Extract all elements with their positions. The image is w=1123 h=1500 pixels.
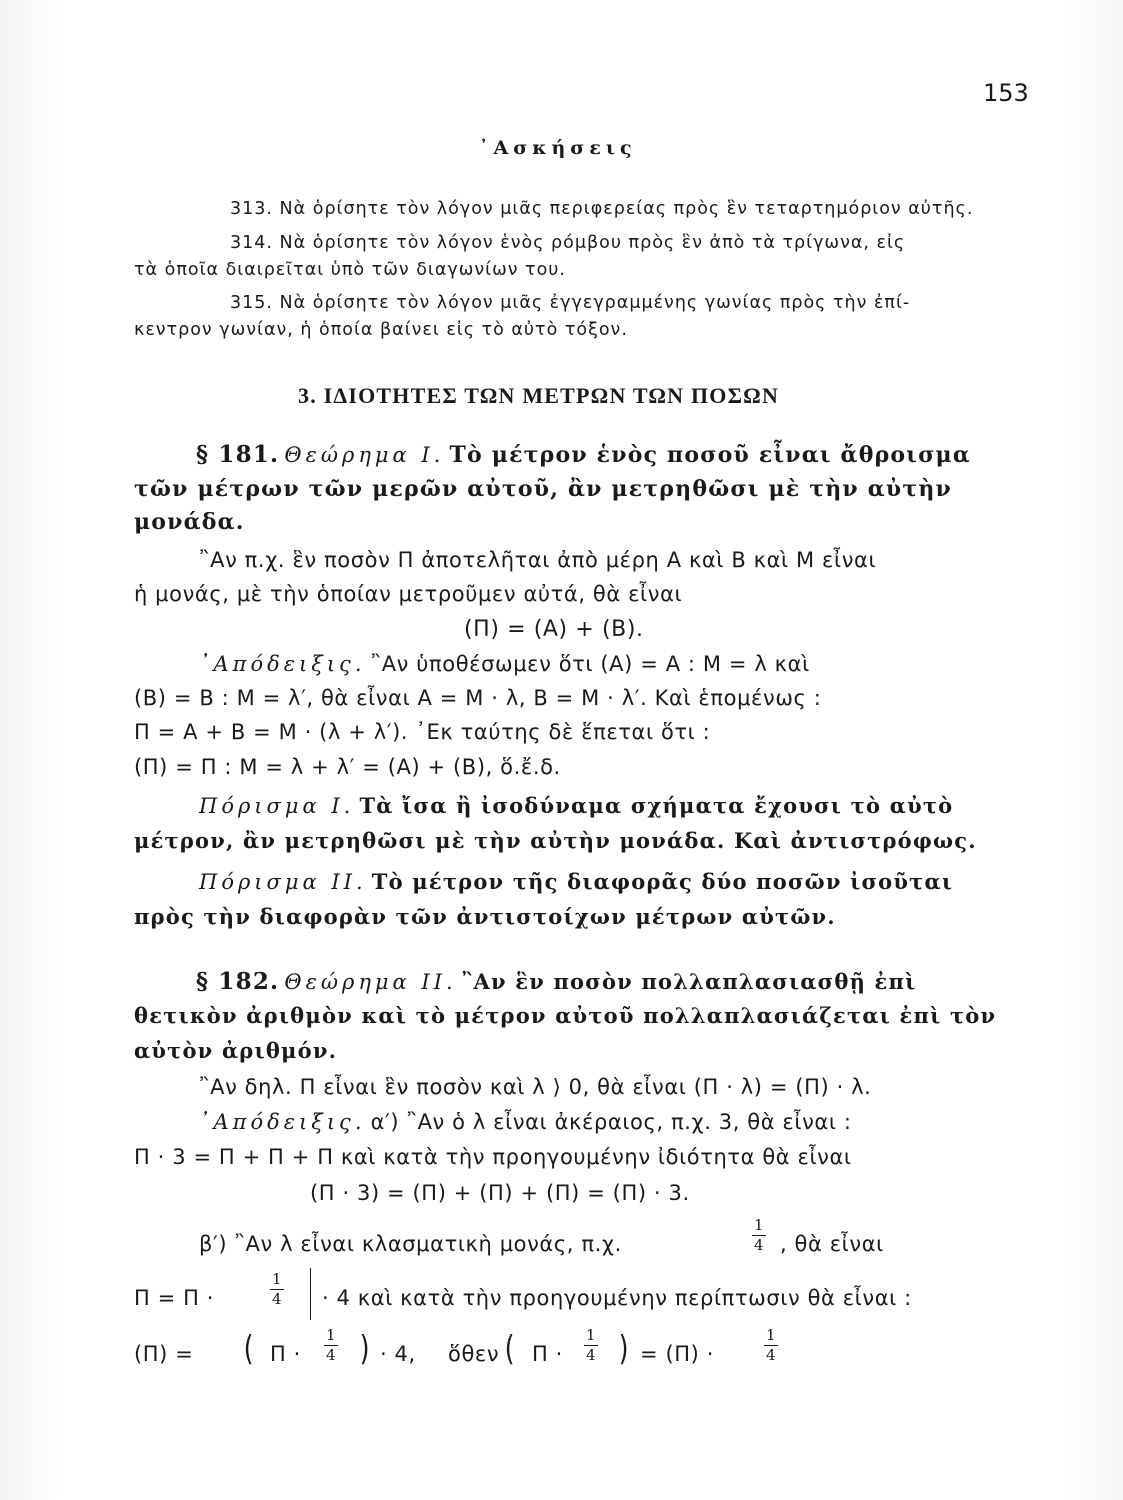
final-term-1: Π · xyxy=(270,1342,301,1366)
fraction-one-quarter: 1 4 xyxy=(326,1326,336,1365)
theorem-label: Θεώρημα ΙΙ. xyxy=(284,970,457,994)
statement-line: ῍Αν δηλ. Π εἶναι ἓν ποσὸν καὶ λ ⟩ 0, θὰ εἶναι (Π · λ) = (Π) · λ. xyxy=(199,1075,872,1099)
corollary-2-cont: πρὸς τὴν διαφορὰν τῶν ἀντιστοίχων μέτρων αὐτῶν. xyxy=(134,904,836,929)
section-title: 3. ΙΔΙΟΤΗΤΕΣ ΤΩΝ ΜΕΤΡΩΝ ΤΩΝ ΠΟΣΩΝ xyxy=(298,383,780,408)
corollary-label: Πόρισμα Ι. xyxy=(199,794,355,818)
proof-label: ᾿Απόδειξις. xyxy=(199,652,366,676)
paren-open: ( xyxy=(504,1329,515,1369)
theorem-181-title-2: τῶν μέτρων τῶν μερῶν αὐτοῦ, ἂν μετρηθῶσι μὲ τὴν αὐτὴν xyxy=(134,476,952,502)
formula-triple: (Π · 3) = (Π) + (Π) + (Π) = (Π) · 3. xyxy=(310,1181,690,1205)
final-hothen: ὅθεν xyxy=(448,1342,500,1366)
example-line-1: ῍Αν π.χ. ἓν ποσὸν Π ἀποτελῆται ἀπὸ μέρη Α καὶ Β καὶ Μ εἶναι xyxy=(199,548,877,572)
final-left: (Π) = xyxy=(134,1342,194,1366)
page-number: 153 xyxy=(983,79,1029,107)
exercise-315: 315. Νὰ ὁρίσητε τὸν λόγον μιᾶς ἐγγεγραμμένης γωνίας πρὸς τὴν ἐπί- xyxy=(230,293,911,313)
formula-sum: (Π) = (Α) + (Β). xyxy=(464,617,644,642)
final-term-2: Π · xyxy=(532,1342,563,1366)
exercise-314-cont: τὰ ὁποῖα διαιρεῖται ὑπὸ τῶν διαγωνίων του. xyxy=(134,260,566,280)
proof-182-line-2: Π · 3 = Π + Π + Π καὶ κατὰ τὴν προηγουμένην ἰδιότητα θὰ εἶναι xyxy=(134,1145,852,1169)
fraction-one-quarter: 1 4 xyxy=(586,1326,596,1365)
theorem-label: Θεώρημα Ι. xyxy=(284,443,445,467)
eq-line-suffix: · 4 καὶ κατὰ τὴν προηγουμένην περίπτωσιν θὰ εἶναι : xyxy=(322,1286,912,1310)
theorem-181-title-3: μονάδα. xyxy=(134,509,245,535)
paren-open: ( xyxy=(243,1329,254,1369)
proof-181-line-1: ᾿Απόδειξις. ῍Αν ὑποθέσωμεν ὅτι (Α) = Α : Μ = λ καὶ xyxy=(199,652,810,676)
exercise-313: 313. Νὰ ὁρίσητε τὸν λόγον μιᾶς περιφερείας πρὸς ἓν τεταρτημόριον αὐτῆς. xyxy=(230,199,974,219)
proof-182-line-1: ᾿Απόδειξις. α′) ῍Αν ὁ λ εἶναι ἀκέραιος, π.χ. 3, θὰ εἶναι : xyxy=(199,1110,852,1134)
theorem-181-head xyxy=(196,443,971,466)
theorem-182-title-2: θετικὸν ἀριθμὸν καὶ τὸ μέτρον αὐτοῦ πολλαπλασιάζεται ἐπὶ τὸν xyxy=(134,1003,997,1028)
case-b-prefix: β′) ῍Αν λ εἶναι κλασματικὴ μονάς, π.χ. xyxy=(199,1232,622,1256)
exercises-heading: ᾿Ασκήσεις xyxy=(479,137,637,159)
paren-close: ) xyxy=(618,1329,629,1369)
case-b-suffix: , θὰ εἶναι xyxy=(780,1232,884,1256)
paragraph-number: § 182. xyxy=(196,968,280,995)
corollary-1: Πόρισμα Ι. Τὰ ἴσα ἢ ἰσοδύναμα σχήματα ἔχουσι τὸ αὐτὸ xyxy=(199,793,954,818)
final-mid: · 4, xyxy=(380,1342,416,1366)
proof-181-line-4: (Π) = Π : Μ = λ + λ′ = (Α) + (Β), ὅ.ἔ.δ. xyxy=(134,755,561,779)
theorem-title: ῍Αν ἓν ποσὸν πολλαπλασιασθῇ ἐπὶ xyxy=(461,969,917,994)
example-line-2: ἡ μονάς, μὲ τὴν ὁποίαν μετροῦμεν αὐτά, θὰ εἶναι xyxy=(134,582,683,606)
paren-close: ) xyxy=(359,1329,370,1369)
paragraph-number: § 181. xyxy=(196,441,280,468)
proof-181-line-3: Π = Α + Β = Μ · (λ + λ′). ᾿Εκ ταύτης δὲ ἕπεται ὅτι : xyxy=(134,720,711,744)
theorem-182-title-3: αὐτὸν ἀριθμόν. xyxy=(134,1038,338,1063)
theorem-title: Τὸ μέτρον ἑνὸς ποσοῦ εἶναι ἄθροισμα xyxy=(449,442,971,468)
eq-line-prefix: Π = Π · xyxy=(134,1286,215,1310)
proof-label: ᾿Απόδειξις. xyxy=(199,1110,366,1134)
exercise-314: 314. Νὰ ὁρίσητε τὸν λόγον ἑνὸς ρόμβου πρὸς ἓν ἀπὸ τὰ τρίγωνα, εἰς xyxy=(230,233,906,253)
proof-181-line-2: (Β) = Β : Μ = λ′, θὰ εἶναι Α = Μ · λ, Β = Μ · λ′. Καὶ ἑπομένως : xyxy=(134,686,822,710)
final-eq: = (Π) · xyxy=(640,1342,714,1366)
corollary-label: Πόρισμα ΙΙ. xyxy=(199,870,367,894)
fraction-one-quarter: 1 4 xyxy=(754,1216,764,1255)
corollary-1-cont: μέτρον, ἂν μετρηθῶσι μὲ τὴν αὐτὴν μονάδα. Καὶ ἀντιστρόφως. xyxy=(134,828,977,853)
fraction-one-quarter: 1 4 xyxy=(766,1326,776,1365)
exercise-315-cont: κεντρον γωνίαν, ἡ ὁποία βαίνει εἰς τὸ αὐτὸ τόξον. xyxy=(134,320,628,340)
theorem-182-head xyxy=(196,970,916,993)
corollary-2: Πόρισμα ΙΙ. Τὸ μέτρον τῆς διαφορᾶς δύο ποσῶν ἰσοῦται xyxy=(199,869,954,894)
vertical-bar xyxy=(310,1268,311,1320)
fraction-one-quarter: 1 4 xyxy=(272,1270,282,1309)
